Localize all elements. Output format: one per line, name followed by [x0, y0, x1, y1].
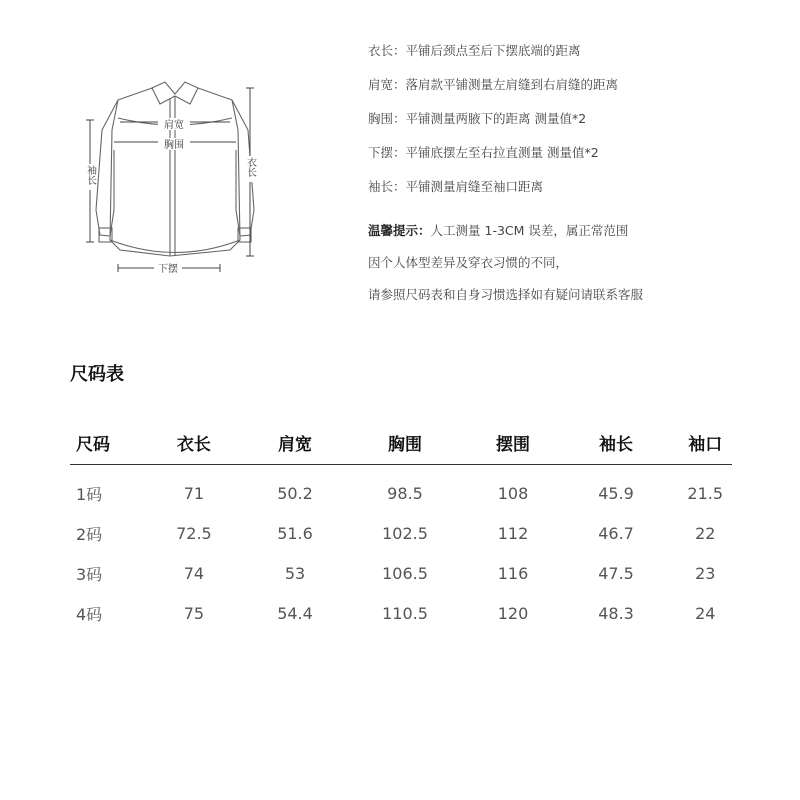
table-row	[70, 513, 732, 553]
cell-chest: 106.5	[382, 563, 428, 583]
cell-sleeve: 47.5	[598, 563, 634, 583]
shirt-outline-svg	[70, 60, 280, 290]
cell-cuff: 21.5	[687, 483, 724, 503]
cell-sleeve: 48.3	[598, 603, 634, 623]
size-table-title: 尺码表	[70, 364, 124, 385]
cell-hem: 108	[497, 483, 529, 503]
tip-line-2: 因个人体型差异及穿衣习惯的不同，	[368, 255, 569, 270]
cell-chest: 102.5	[382, 523, 428, 543]
table-row	[70, 473, 732, 513]
tip-line-3: 请参照尺码表和自身习惯选择如有疑问请联系客服	[368, 287, 644, 302]
sleeve-label: 袖长	[84, 165, 96, 185]
cell-length: 72.5	[176, 523, 212, 543]
definition-hem: 下摆：平铺底摆左至右拉直测量 测量值*2	[368, 145, 599, 160]
table-row	[70, 553, 732, 593]
cell-shoulder: 50.2	[277, 483, 313, 503]
header-hem: 摆围	[496, 435, 530, 455]
measurement-definitions	[368, 42, 618, 212]
cell-size: 3码	[76, 564, 103, 584]
cell-size: 2码	[76, 524, 103, 544]
header-cuff: 袖口	[688, 435, 723, 455]
cell-chest: 110.5	[382, 603, 428, 623]
cell-size: 4码	[76, 604, 103, 624]
header-shoulder: 肩宽	[278, 435, 312, 455]
header-size: 尺码	[76, 435, 110, 455]
cell-cuff: 24	[695, 603, 716, 623]
hem-label: 下摆	[158, 264, 178, 275]
definition-sleeve: 袖长：平铺测量肩缝至袖口距离	[368, 179, 544, 194]
cell-shoulder: 53	[284, 563, 306, 583]
header-length: 衣长	[176, 435, 211, 455]
table-header-row	[70, 430, 732, 465]
cell-length: 71	[183, 483, 205, 503]
cell-sleeve: 45.9	[598, 483, 634, 503]
shirt-measurement-diagram	[70, 60, 280, 290]
cell-shoulder: 54.4	[277, 603, 313, 623]
cell-hem: 112	[497, 523, 529, 543]
cell-cuff: 22	[695, 523, 716, 543]
header-sleeve: 袖长	[599, 435, 634, 455]
cell-size: 1码	[76, 484, 103, 504]
chest-label: 胸围	[164, 140, 184, 151]
header-chest: 胸围	[387, 435, 422, 455]
definition-shoulder: 肩宽：落肩款平铺测量左肩缝到右肩缝的距离	[368, 77, 619, 92]
length-label: 衣长	[244, 157, 256, 177]
cell-cuff: 23	[695, 563, 716, 583]
cell-chest: 98.5	[387, 483, 423, 503]
table-body	[70, 465, 732, 633]
tip-text-1: 人工测量 1-3CM 误差，属正常范围	[430, 223, 629, 238]
definition-length: 衣长：平铺后颈点至后下摆底端的距离	[368, 43, 581, 58]
cell-hem: 116	[497, 563, 529, 583]
table-row	[70, 593, 732, 633]
tip-block	[368, 222, 643, 318]
cell-length: 74	[183, 563, 205, 583]
cell-shoulder: 51.6	[277, 523, 313, 543]
size-table	[70, 430, 732, 633]
definition-chest: 胸围：平铺测量两腋下的距离 测量值*2	[368, 111, 587, 126]
shoulder-label: 肩宽	[164, 120, 184, 131]
tip-line-1	[368, 222, 643, 254]
cell-length: 75	[183, 603, 205, 623]
cell-sleeve: 46.7	[598, 523, 634, 543]
tip-label: 温馨提示：	[368, 223, 431, 238]
cell-hem: 120	[497, 603, 529, 623]
